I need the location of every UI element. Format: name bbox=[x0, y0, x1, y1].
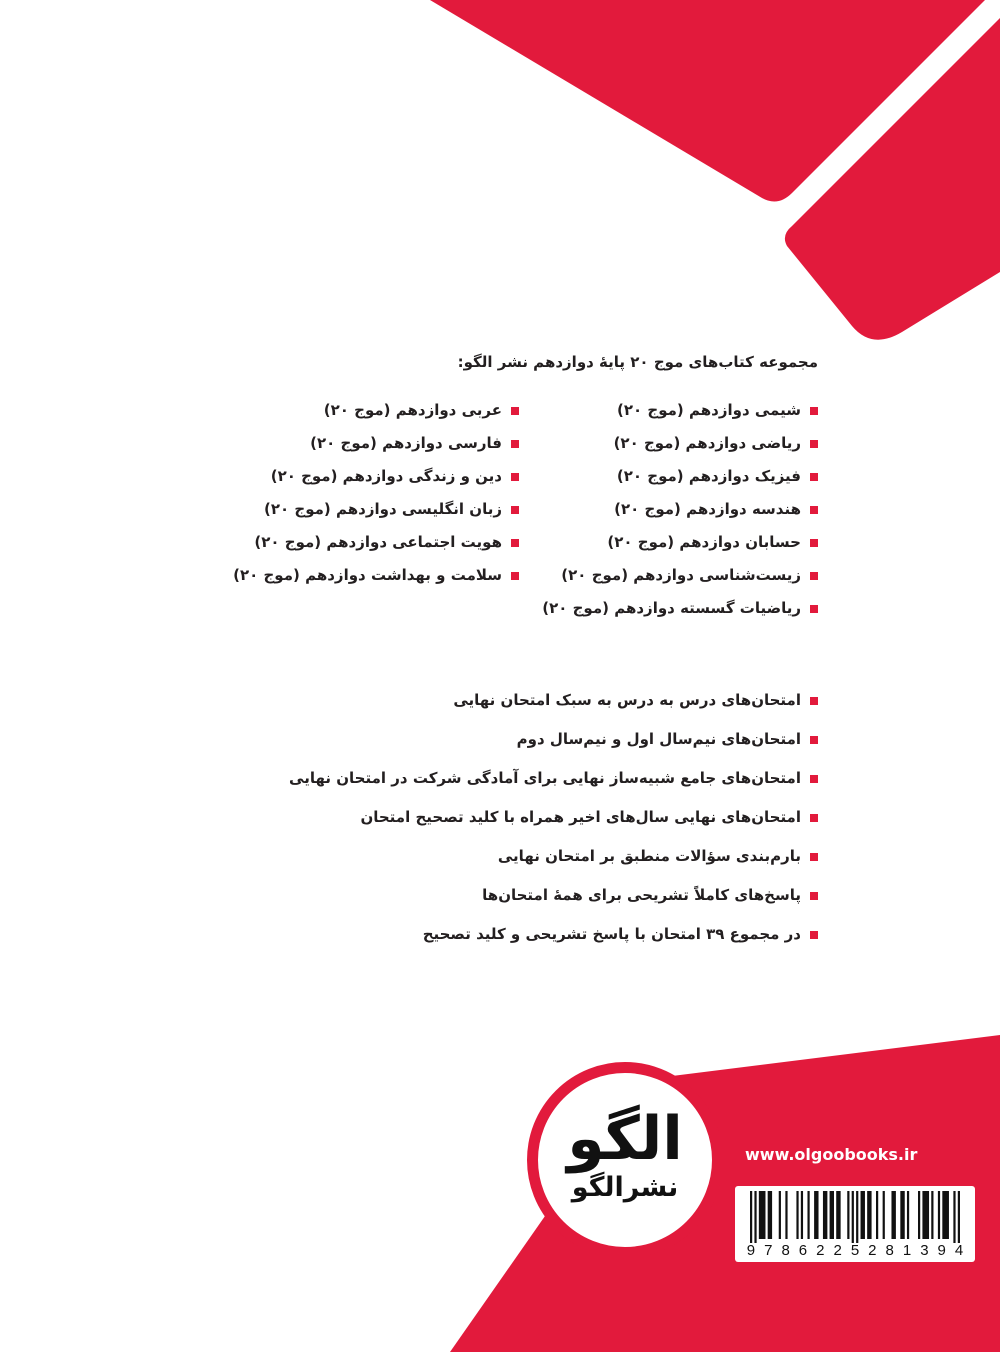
feature-item bbox=[289, 915, 818, 954]
bullet-square bbox=[810, 892, 818, 900]
book-title: زیست‌شناسی دوازدهم (موج ۲۰) bbox=[561, 566, 801, 584]
books-list-right bbox=[542, 394, 818, 625]
bullet-square bbox=[511, 539, 519, 547]
bullet-square bbox=[511, 473, 519, 481]
barcode-bar bbox=[931, 1191, 933, 1239]
barcode-bar bbox=[823, 1191, 827, 1239]
barcode-bar bbox=[796, 1191, 798, 1239]
barcode-bar bbox=[942, 1191, 949, 1239]
bullet-square bbox=[511, 407, 519, 415]
book-item bbox=[542, 460, 818, 493]
barcode-bar bbox=[836, 1191, 840, 1239]
bullet-square bbox=[810, 931, 818, 939]
barcode-bar bbox=[907, 1191, 909, 1239]
feature-text: بارم‌بندی سؤالات منطبق بر امتحان نهایی bbox=[497, 847, 801, 865]
barcode-bar bbox=[847, 1191, 849, 1239]
bullet-square bbox=[511, 440, 519, 448]
book-item bbox=[233, 559, 519, 592]
book-title: دین و زندگی دوازدهم (موج ۲۰) bbox=[270, 467, 502, 485]
publisher-logo bbox=[527, 1062, 723, 1258]
book-title: سلامت و بهداشت دوازدهم (موج ۲۰) bbox=[233, 566, 502, 584]
bullet-square bbox=[810, 473, 818, 481]
feature-item bbox=[289, 720, 818, 759]
barcode-bar bbox=[779, 1191, 781, 1239]
barcode-bar bbox=[958, 1191, 960, 1243]
bullet-square bbox=[511, 506, 519, 514]
barcode-number: 9786225281394 bbox=[746, 1242, 973, 1259]
book-item bbox=[233, 427, 519, 460]
bullet-square bbox=[810, 814, 818, 822]
barcode-bar bbox=[876, 1191, 878, 1239]
book-item bbox=[542, 394, 818, 427]
bullet-square bbox=[810, 853, 818, 861]
barcode-bar bbox=[852, 1191, 854, 1243]
book-item bbox=[542, 427, 818, 460]
book-item bbox=[233, 526, 519, 559]
feature-text: امتحان‌های درس به درس به سبک امتحان نهایی bbox=[453, 691, 801, 709]
book-title: زبان انگلیسی دوازدهم (موج ۲۰) bbox=[264, 500, 502, 518]
feature-text: امتحان‌های نهایی سال‌های اخیر همراه با کلید تصحیح امتحان bbox=[360, 808, 801, 826]
feature-text: در مجموع ۳۹ امتحان با پاسخ تشریحی و کلید تصحیح bbox=[422, 925, 801, 943]
book-title: ریاضی دوازدهم (موج ۲۰) bbox=[613, 434, 801, 452]
barcode-bar bbox=[867, 1191, 871, 1239]
feature-item bbox=[289, 759, 818, 798]
feature-item bbox=[289, 681, 818, 720]
bullet-square bbox=[810, 605, 818, 613]
books-list-left bbox=[233, 394, 519, 592]
book-title: حسابان دوازدهم (موج ۲۰) bbox=[607, 533, 801, 551]
barcode-bar bbox=[900, 1191, 904, 1239]
barcode-bar bbox=[938, 1191, 940, 1239]
barcode-bar bbox=[807, 1191, 809, 1239]
barcode-bar bbox=[883, 1191, 885, 1239]
bullet-square bbox=[810, 539, 818, 547]
book-item bbox=[542, 526, 818, 559]
feature-text: امتحان‌های نیم‌سال اول و نیم‌سال دوم bbox=[516, 730, 801, 748]
barcode-bars bbox=[750, 1191, 960, 1243]
barcode-bar bbox=[801, 1191, 803, 1239]
logo-name: نشرالگو bbox=[571, 1172, 679, 1204]
book-title: شیمی دوازدهم (موج ۲۰) bbox=[617, 401, 801, 419]
feature-item bbox=[289, 837, 818, 876]
barcode-bar bbox=[856, 1191, 858, 1243]
barcode-bar bbox=[891, 1191, 895, 1239]
book-title: عربی دوازدهم (موج ۲۰) bbox=[323, 401, 502, 419]
website-url: www.olgoobooks.ir bbox=[745, 1145, 918, 1164]
book-item bbox=[233, 493, 519, 526]
bullet-square bbox=[810, 572, 818, 580]
book-item bbox=[233, 394, 519, 427]
barcode-bar bbox=[785, 1191, 787, 1239]
book-title: فیزیک دوازدهم (موج ۲۰) bbox=[616, 467, 801, 485]
barcode-bar bbox=[754, 1191, 756, 1243]
barcode-bar bbox=[922, 1191, 929, 1239]
bullet-square bbox=[810, 506, 818, 514]
barcode-bar bbox=[814, 1191, 818, 1239]
barcode-bar bbox=[918, 1191, 920, 1239]
feature-text: امتحان‌های جامع شبیه‌ساز نهایی برای آمادگی شرکت در امتحان نهایی bbox=[289, 769, 801, 787]
barcode-bar bbox=[750, 1191, 752, 1243]
barcode-bar bbox=[953, 1191, 955, 1243]
feature-item bbox=[289, 876, 818, 915]
bullet-square bbox=[810, 697, 818, 705]
bullet-square bbox=[810, 736, 818, 744]
barcode-bar bbox=[861, 1191, 865, 1239]
feature-text: پاسخ‌های کاملاً تشریحی برای همهٔ امتحان‌ها bbox=[482, 886, 801, 904]
book-title: هندسه دوازدهم (موج ۲۰) bbox=[614, 500, 801, 518]
book-item bbox=[542, 559, 818, 592]
barcode-bar bbox=[759, 1191, 766, 1239]
barcode bbox=[735, 1186, 975, 1262]
logo-mark: الگو bbox=[567, 1104, 683, 1175]
feature-item bbox=[289, 798, 818, 837]
book-item bbox=[542, 493, 818, 526]
bullet-square bbox=[810, 775, 818, 783]
series-heading: مجموعه کتاب‌های موج ۲۰ پایهٔ دوازدهم نشر الگو: bbox=[457, 353, 818, 371]
bullet-square bbox=[810, 440, 818, 448]
features-list bbox=[289, 681, 818, 954]
bullet-square bbox=[810, 407, 818, 415]
bullet-square bbox=[511, 572, 519, 580]
barcode-bar bbox=[768, 1191, 772, 1239]
book-item bbox=[233, 460, 519, 493]
book-title: فارسی دوازدهم (موج ۲۰) bbox=[310, 434, 502, 452]
book-item bbox=[542, 592, 818, 625]
barcode-bar bbox=[830, 1191, 834, 1239]
book-title: ریاضیات گسسته دوازدهم (موج ۲۰) bbox=[542, 599, 801, 617]
book-title: هویت اجتماعی دوازدهم (موج ۲۰) bbox=[254, 533, 502, 551]
